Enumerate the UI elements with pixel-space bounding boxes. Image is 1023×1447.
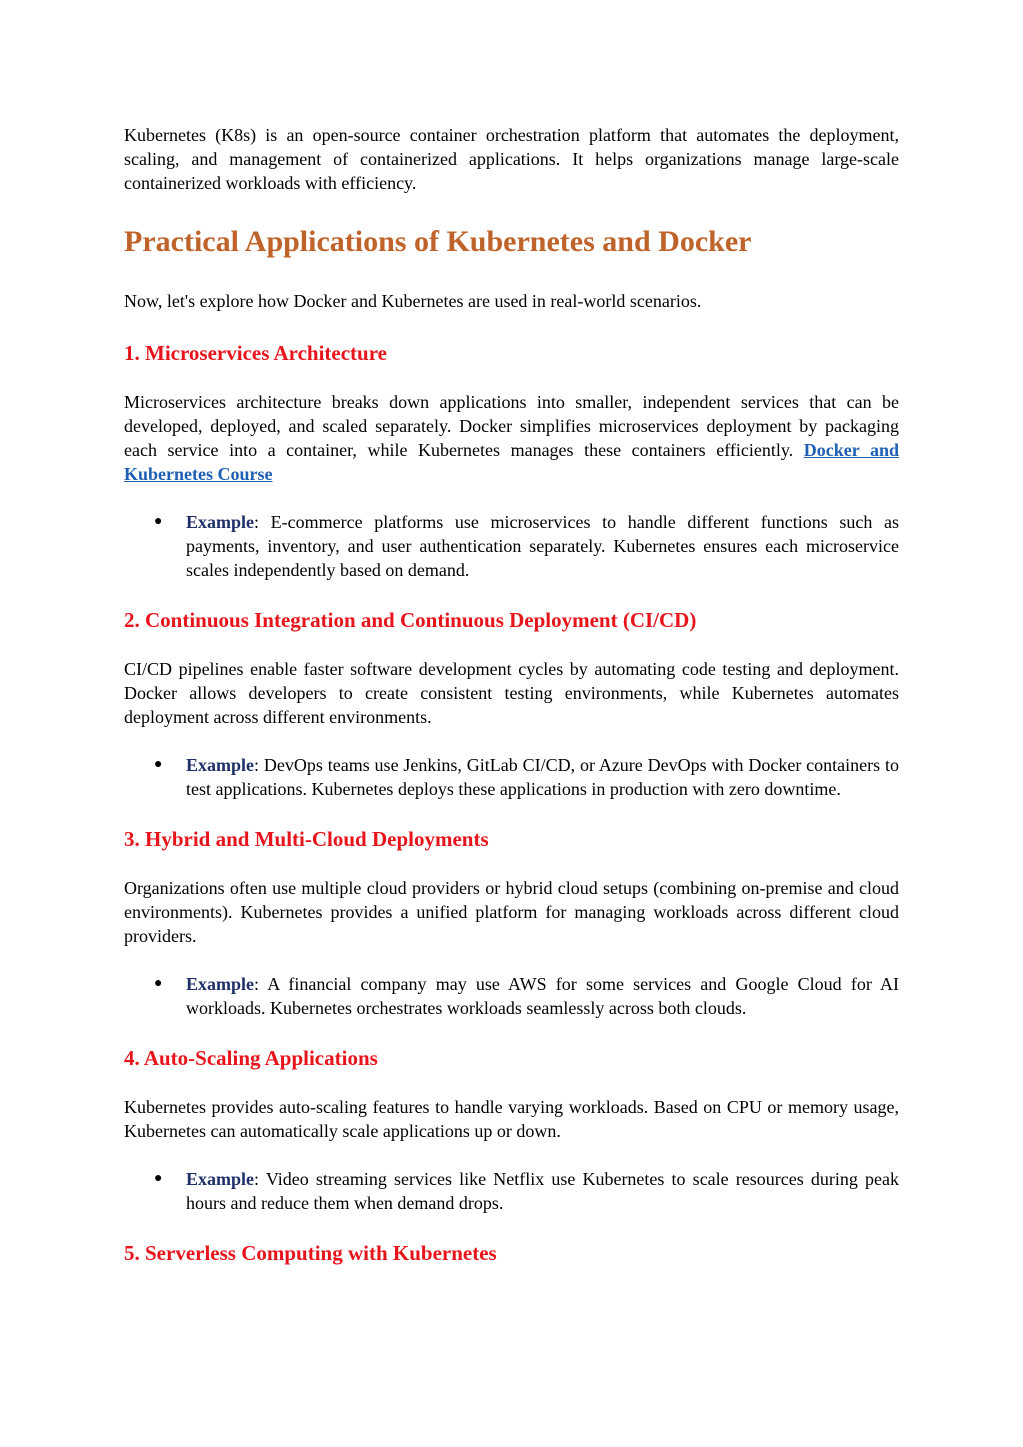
example-label: Example bbox=[186, 1169, 255, 1189]
bullet-icon: ● bbox=[154, 757, 163, 772]
intro-paragraph: Kubernetes (K8s) is an open-source container orchestration platform that automates the deployment, scaling, and management of containerized applications. It helps organizations manage large-scale containerized workloads with efficiency. bbox=[124, 125, 899, 193]
section-heading-hybrid-cloud: 3. Hybrid and Multi-Cloud Deployments bbox=[124, 827, 489, 851]
list-item bbox=[154, 972, 899, 1020]
example-text: : DevOps teams use Jenkins, GitLab CI/CD, or Azure DevOps with Docker containers to test applications. Kubernetes deploys these applications in production with zero downtime. bbox=[186, 755, 899, 799]
section-heading-microservices: 1. Microservices Architecture bbox=[124, 341, 387, 365]
example-text: : E-commerce platforms use microservices to handle different functions such as payments, inventory, and user authentication separately. Kubernetes ensures each microservice scales independently based on demand. bbox=[186, 512, 899, 580]
example-label: Example bbox=[186, 974, 255, 994]
lead-paragraph: Now, let's explore how Docker and Kubernetes are used in real-world scenarios. bbox=[124, 291, 702, 311]
example-text: : A financial company may use AWS for some services and Google Cloud for AI workloads. Kubernetes orchestrates workloads seamlessly across both clouds. bbox=[186, 974, 899, 1018]
section-heading-auto-scaling: 4. Auto-Scaling Applications bbox=[124, 1046, 378, 1070]
example-list-microservices bbox=[124, 510, 899, 582]
page-title: Practical Applications of Kubernetes and Docker bbox=[124, 225, 752, 258]
example-label: Example bbox=[186, 755, 255, 775]
section-body-microservices bbox=[124, 390, 899, 486]
list-item bbox=[154, 1167, 899, 1215]
section-body-auto-scaling: Kubernetes provides auto-scaling features to handle varying workloads. Based on CPU or memory usage, Kubernetes can automatically scale applications up or down. bbox=[124, 1097, 899, 1141]
bullet-icon: ● bbox=[154, 976, 163, 991]
example-list-cicd bbox=[124, 753, 899, 801]
list-item bbox=[154, 510, 899, 582]
bullet-icon: ● bbox=[154, 514, 163, 529]
bullet-icon: ● bbox=[154, 1171, 163, 1186]
list-item bbox=[154, 753, 899, 801]
section-body-hybrid-cloud: Organizations often use multiple cloud providers or hybrid cloud setups (combining on-premise and cloud environments). Kubernetes provides a unified platform for managing workloads across different cloud providers. bbox=[124, 878, 899, 946]
section-body-cicd: CI/CD pipelines enable faster software development cycles by automating code testing and deployment. Docker allows developers to create consistent testing environments, while Kubernetes automates deployment across different environments. bbox=[124, 659, 899, 727]
section-heading-serverless: 5. Serverless Computing with Kubernetes bbox=[124, 1241, 497, 1265]
course-link[interactable]: Docker and Kubernetes Course bbox=[124, 440, 899, 484]
example-label: Example bbox=[186, 512, 255, 532]
section-body-text: Microservices architecture breaks down applications into smaller, independent services that can be developed, deployed, and scaled separately. Docker simplifies microservices deployment by packaging each service into a container, while Kubernetes manages these containers efficiently. bbox=[124, 392, 899, 460]
example-list-hybrid-cloud bbox=[124, 972, 899, 1020]
example-text: : Video streaming services like Netflix use Kubernetes to scale resources during peak hours and reduce them when demand drops. bbox=[186, 1169, 899, 1213]
section-heading-cicd: 2. Continuous Integration and Continuous Deployment (CI/CD) bbox=[124, 608, 697, 632]
document-page bbox=[124, 123, 899, 1290]
example-list-auto-scaling bbox=[124, 1167, 899, 1215]
